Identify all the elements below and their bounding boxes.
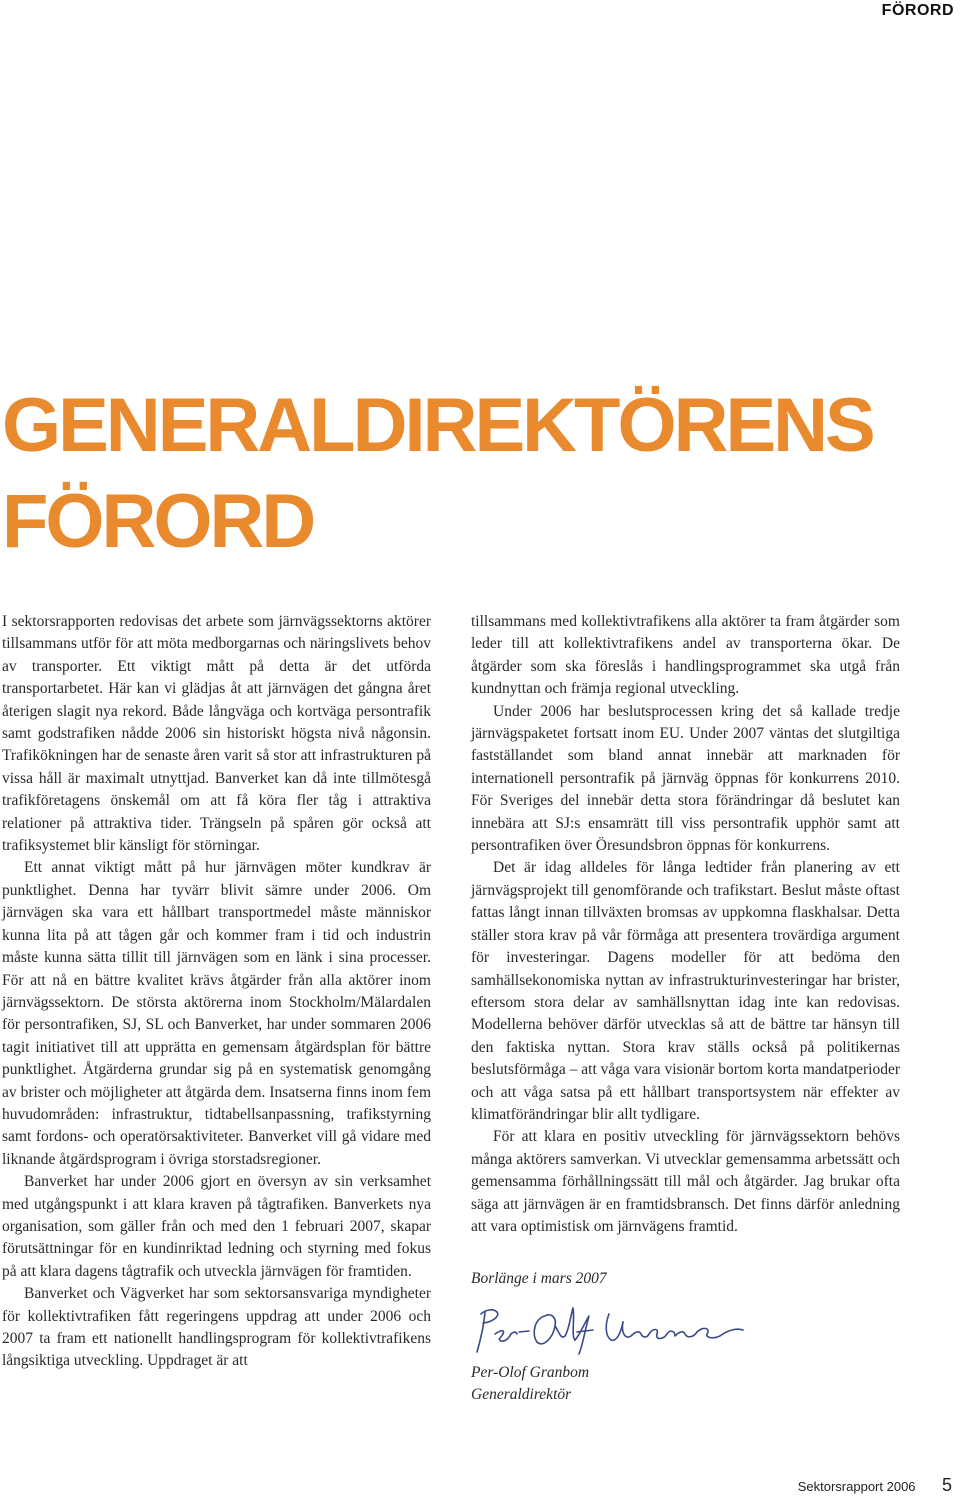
signer-name: Per-Olof Granbom xyxy=(471,1364,590,1382)
paragraph: Under 2006 har beslutsprocessen kring det så kallade tredje järnvägspaketet fortsatt inom EU. Under 2007 väntas det slutgiltiga fastställandet som bland annat innebär att marknaden för internationell persontrafik på järnväg öppnas för konkurrens 2010. För Sveriges del innebär detta stora förändringar då beslutet kan innebära att SJ:s ensamrätt till viss persontrafik upphör samt att persontrafiken över Öresundsbron öppnas för konkurrens. xyxy=(471,702,900,855)
paragraph: För att klara en positiv utveckling för järnvägssektorn behövs många aktörers samverkan. Vi utvecklar gemensamma arbetssätt och gemensamma förhållningssätt till mål och åtgärder. Jag brukar ofta säga att järnvägen är en framtidsbransch. Det finns därför anledning att vara optimistisk om järnvägens framtid. xyxy=(471,1128,900,1235)
section-label: FÖRORD xyxy=(881,2,954,19)
place-date: Borlänge i mars 2007 xyxy=(471,1270,607,1288)
page-title xyxy=(2,378,873,570)
handwritten-signature xyxy=(471,1296,751,1358)
page-number: 5 xyxy=(941,1475,952,1495)
right-column xyxy=(471,611,900,1406)
page-title-line-1: GENERALDIREKTÖRENS xyxy=(2,383,873,468)
report-name: Sektorsrapport 2006 xyxy=(797,1479,916,1494)
signer-title: Generaldirektör xyxy=(471,1386,572,1404)
paragraph: Ett annat viktigt mått på hur järnvägen möter kundkrav är punktlighet. Denna har tyvärr blivit sämre under 2006. Om järnvägen ska vara ett hållbart transportmedel måste människor kunna lita på att tågen går och kommer fram i tid och industrin måste kunna sätta tillit till järnvägen som en länk i sina processer. För att nå en bättre kvalitet krävs åtgärder från alla aktörer inom järnvägssektorn. De största aktörerna inom Stockholm/Mälardalen för persontrafiken, SJ, SL och Banverket, har under sommaren 2006 tagit initiativet till att upprätta en gemensam åtgärdsplan för bättre punktlighet. Åtgärderna grundar sig på en systematisk genomgång av brister och möjligheter att åtgärda dem. Insatserna finns inom fem huvudområden: infrastruktur, tidtabellsanpassning, trafikstyrning samt fordons- och operatörsaktiviteter. Banverket vill gå vidare med liknande åtgärdsprogram i övriga storstadsregioner. xyxy=(2,859,431,1168)
page-title-line-2: FÖRORD xyxy=(2,479,314,564)
left-column xyxy=(2,611,431,1373)
signoff xyxy=(471,1268,900,1406)
paragraph: I sektorsrapporten redovisas det arbete som järnvägssektorns aktörer tillsammans utför för att möta medborgarnas och näringslivets behov av transporter. Ett viktigt mått på detta är det utförda transportarbetet. Här kan vi glädjas åt att järnvägen det gångna året återigen slagit nya rekord. Både långväga och kortväga persontrafik samt godstrafiken nådde 2006 sin historiskt högsta nivå någonsin. Trafikökningen har de senaste åren varit så stor att infrastrukturen på vissa håll är maximalt utnyttjad. Banverket kan då inte tillmötesgå trafikföretagens önskemål om att få köra fler tåg i attraktiva relationer på attraktiva tider. Trängseln på spåren gör också att trafiksystemet blir känsligt för störningar. xyxy=(2,613,431,855)
page-footer xyxy=(798,1475,952,1496)
paragraph: Banverket har under 2006 gjort en översyn av sin verksamhet med utgångspunkt i att klara kraven på tågtrafiken. Banverkets nya organisation, som gäller från och med den 1 februari 2007, skapar förutsättningar för en kundinriktad ledning och styrning med fokus på att klara dagens tågtrafik och utveckla järnvägen för framtiden. xyxy=(2,1173,431,1280)
paragraph: Banverket och Vägverket har som sektorsansvariga myndigheter för kollektivtrafiken fått regeringens uppdrag att under 2006 och 2007 ta fram ett nationellt handlingsprogram för kollektivtrafikens långsiktiga utveckling. Uppdraget är att xyxy=(2,1285,431,1370)
paragraph: Det är idag alldeles för långa ledtider från planering av ett järnvägsprojekt till genomförande och trafikstart. Beslut måste oftast fattas långt innan tillväxten bromsas av uppkomna flaskhalsar. Detta ställer stora krav på vår förmåga att presentera trovärdiga argument för investeringar. Dagens modeller för att bedöma den samhällsekonomiska nyttan av infrastrukturinvesteringar har brister, eftersom stora delar av samhällsnyttan idag inte kan redovisas. Modellerna behöver därför utvecklas så att de bättre tar hänsyn till den faktiska nyttan. Stora krav ställs också på politikernas beslutsförmåga – att våga vara visionär bortom korta mandatperioder och att våga satsa på ett hållbart transportsystem när effekter av klimatförändringar blir allt tydligare. xyxy=(471,859,900,1123)
paragraph: tillsammans med kollektivtrafikens alla aktörer ta fram åtgärder som leder till att kollektivtrafikens andel av transporterna ökar. De åtgärder som ska föreslås i handlingsprogrammet ska utgå från kundnyttan och främja regional utveckling. xyxy=(471,613,900,698)
